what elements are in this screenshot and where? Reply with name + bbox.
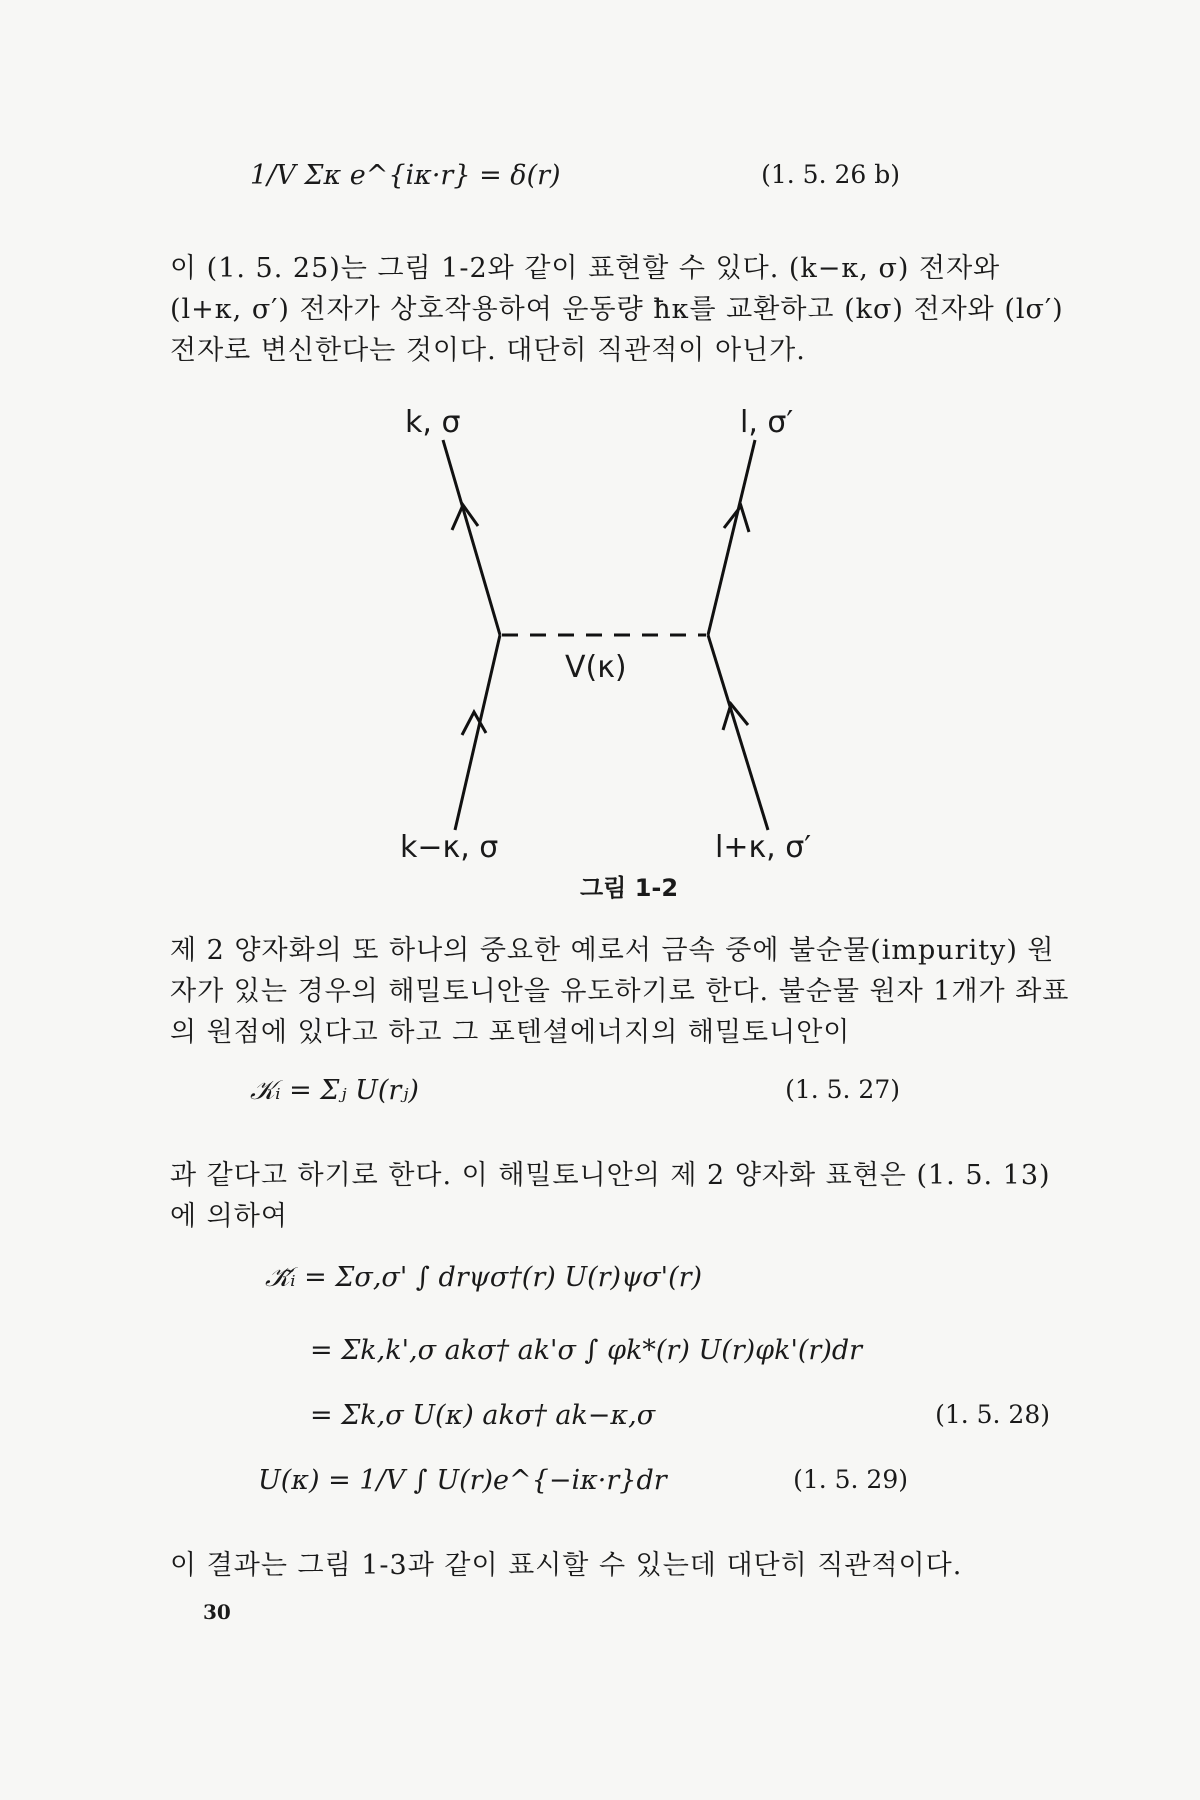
- equation-1-5-27: [250, 1075, 1050, 1135]
- paragraph-conclusion: 이 결과는 그림 1-3과 같이 표시할 수 있는데 대단히 직관적이다.: [170, 1550, 963, 1581]
- paragraph-second-quantization: 과 같다고 하기로 한다. 이 해밀토니안의 제 2 양자화 표현은 (1. 5. 13) 에 의하여: [170, 1160, 1051, 1232]
- fermion-line-right-lower: [708, 635, 768, 830]
- equation-number: (1. 5. 27): [785, 1075, 900, 1104]
- figure-caption: 그림 1-2: [580, 874, 679, 902]
- equation-number: (1. 5. 26 b): [761, 160, 900, 189]
- equation-1-5-28-line-1: 𝒦̃ᵢ = Σσ,σ' ∫ drψσ†(r) U(r)ψσ'(r): [265, 1262, 703, 1293]
- fermion-line-left-upper: [443, 440, 500, 635]
- page-number: 30: [203, 1600, 231, 1624]
- label-interaction: V(κ): [565, 650, 627, 685]
- equation-number-1-5-28: (1. 5. 28): [935, 1400, 1050, 1429]
- equation-1-5-28-line-3: = Σk,σ U(κ) akσ† ak−κ,σ: [310, 1400, 656, 1431]
- equation-text: 1/V Σκ e^{iκ·r} = δ(r): [250, 160, 561, 191]
- paragraph-impurity: 제 2 양자화의 또 하나의 중요한 예로서 금속 중에 불순물(impurity) 원자가 있는 경우의 해밀토니안을 유도하기로 한다. 불순물 원자 1개가 좌표의 원점에 있다고 하고 그 포텐셜에너지의 해밀토니안이: [170, 935, 1070, 1048]
- fermion-line-right-upper: [708, 440, 755, 635]
- equation-number: (1. 5. 29): [793, 1465, 908, 1494]
- label-bottom-right: l+κ, σ′: [715, 830, 812, 865]
- equation-1-5-28-line-2: = Σk,k',σ akσ† ak'σ ∫ φk*(r) U(r)φk'(r)dr: [310, 1335, 863, 1366]
- paragraph-diagram-intro: 이 (1. 5. 25)는 그림 1-2와 같이 표현할 수 있다. (k−κ, σ) 전자와 (l+κ, σ′) 전자가 상호작용하여 운동량 ħκ를 교환하고 (kσ) 전자와 (lσ′) 전자로 변신한다는 것이다. 대단히 직관적이 아닌가.: [170, 253, 1064, 366]
- equation-text: 𝒦ᵢ = Σⱼ U(rⱼ): [250, 1075, 419, 1106]
- label-top-left: k, σ: [405, 405, 461, 440]
- equation-1-5-29: [258, 1465, 1058, 1525]
- equation-text: U(κ) = 1/V ∫ U(r)e^{−iκ·r}dr: [258, 1465, 667, 1496]
- label-bottom-left: k−κ, σ: [400, 830, 499, 865]
- label-top-right: l, σ′: [740, 405, 794, 440]
